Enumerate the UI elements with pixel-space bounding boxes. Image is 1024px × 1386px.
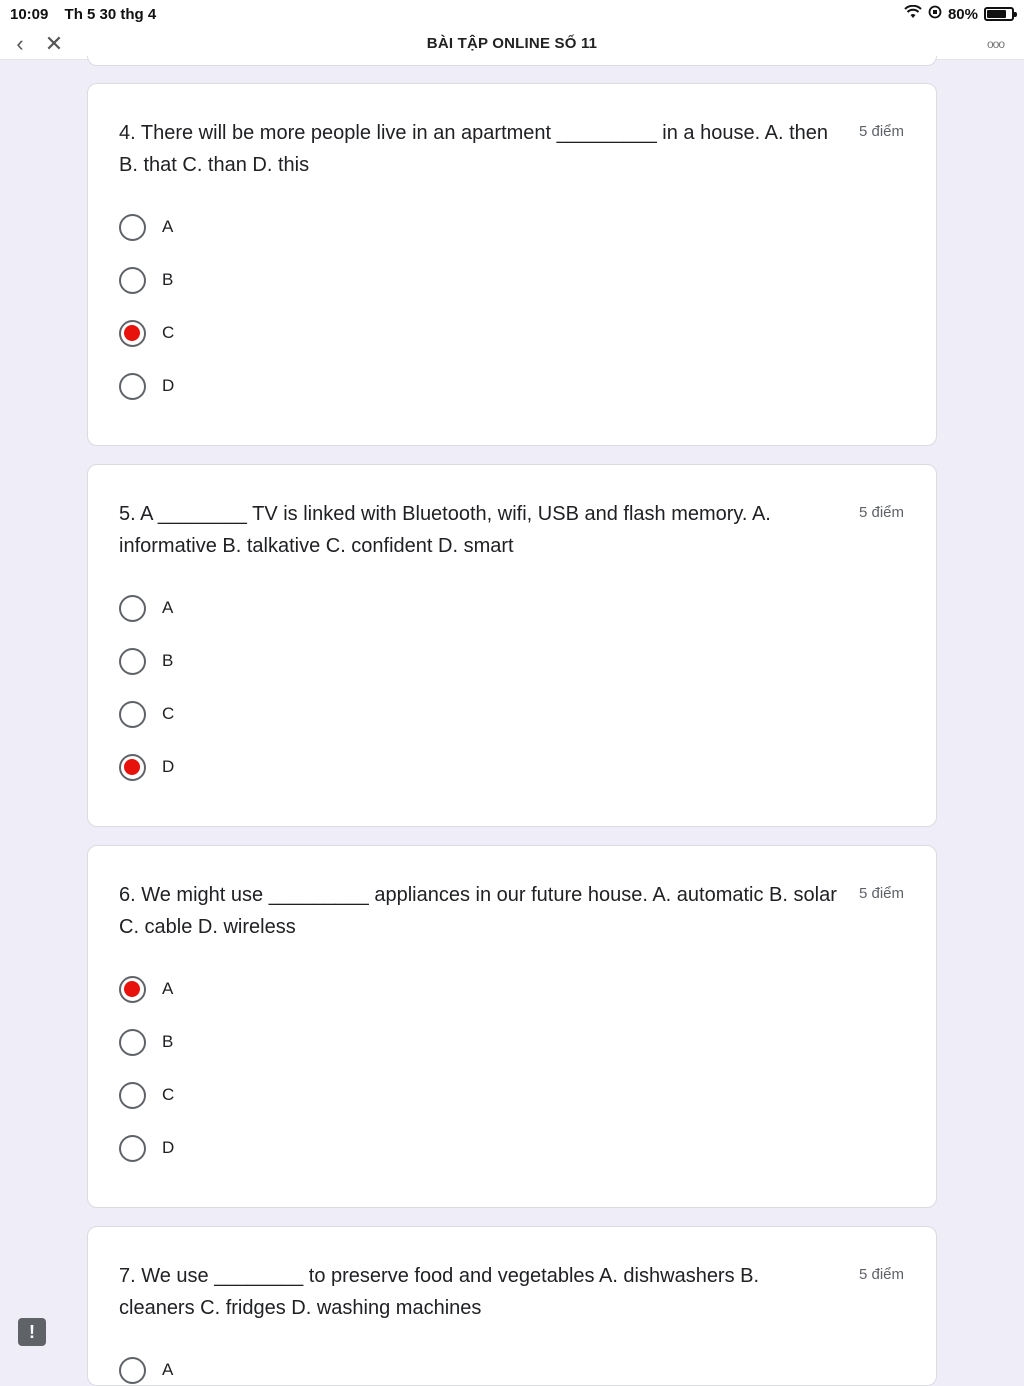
option-b[interactable] xyxy=(119,646,173,676)
orientation-lock-icon xyxy=(928,5,942,23)
option-a[interactable] xyxy=(119,1355,173,1385)
radio-button[interactable] xyxy=(119,214,146,241)
option-d[interactable] xyxy=(119,1133,174,1163)
option-c[interactable] xyxy=(119,1080,174,1110)
option-label: D xyxy=(162,1138,175,1157)
status-right xyxy=(904,5,1014,23)
question-card xyxy=(87,83,937,446)
radio-button[interactable] xyxy=(119,595,146,622)
radio-button[interactable] xyxy=(119,1135,146,1162)
option-label: D xyxy=(162,757,175,776)
status-time: 10:09 xyxy=(10,5,49,23)
option-label: C xyxy=(162,323,175,342)
option-a[interactable] xyxy=(119,593,173,623)
question-text: 6. We might use _________ appliances in our future house. A. automatic B. solar C. cable D. wireless xyxy=(119,884,837,938)
question-points: 5 điểm xyxy=(858,504,904,521)
option-b[interactable] xyxy=(119,1027,173,1057)
status-left xyxy=(10,6,168,23)
radio-button[interactable] xyxy=(119,320,146,347)
page-title: BÀI TẬP ONLINE SỐ 11 xyxy=(426,35,598,52)
question-text: 7. We use ________ to preserve food and vegetables A. dishwashers B. cleaners C. fridges D. washing machines xyxy=(119,1265,760,1319)
report-feedback-button[interactable] xyxy=(18,1318,46,1346)
question-card xyxy=(87,464,937,827)
option-c[interactable] xyxy=(119,318,174,348)
question-text: 5. A ________ TV is linked with Bluetooth, wifi, USB and flash memory. A. informative B. talkative C. confident D. smart xyxy=(119,503,771,557)
option-label: A xyxy=(162,598,174,617)
radio-button[interactable] xyxy=(119,1357,146,1384)
question-card xyxy=(87,845,937,1208)
battery-percent: 80% xyxy=(947,5,978,23)
question-points: 5 điểm xyxy=(858,885,904,902)
option-a[interactable] xyxy=(119,212,173,242)
exclamation-icon: ! xyxy=(29,1321,35,1342)
question-text: 4. There will be more people live in an apartment _________ in a house. A. then B. that C. than D. this xyxy=(119,122,828,176)
back-chevron-icon[interactable]: ‹ xyxy=(16,31,24,56)
option-label: B xyxy=(162,270,174,289)
option-label: B xyxy=(162,651,174,670)
option-d[interactable] xyxy=(119,371,174,401)
option-a[interactable] xyxy=(119,974,173,1004)
option-label: B xyxy=(162,1032,174,1051)
option-b[interactable] xyxy=(119,265,173,295)
question-points: 5 điểm xyxy=(858,1266,904,1283)
status-date: Th 5 30 thg 4 xyxy=(64,5,157,23)
option-label: A xyxy=(162,979,174,998)
question-card xyxy=(87,1226,937,1386)
option-label: A xyxy=(162,217,174,236)
radio-button[interactable] xyxy=(119,976,146,1003)
previous-card-edge xyxy=(87,56,937,66)
question-points: 5 điểm xyxy=(858,123,904,140)
option-d[interactable] xyxy=(119,752,174,782)
battery-icon xyxy=(984,7,1014,21)
radio-button[interactable] xyxy=(119,754,146,781)
radio-button[interactable] xyxy=(119,373,146,400)
radio-button[interactable] xyxy=(119,648,146,675)
more-options-icon[interactable]: ooo xyxy=(986,37,1004,51)
option-c[interactable] xyxy=(119,699,174,729)
radio-button[interactable] xyxy=(119,1082,146,1109)
status-bar xyxy=(0,0,1024,28)
option-label: A xyxy=(162,1360,174,1379)
radio-button[interactable] xyxy=(119,267,146,294)
option-label: C xyxy=(162,1085,175,1104)
wifi-icon xyxy=(904,5,922,23)
option-label: C xyxy=(162,704,175,723)
option-label: D xyxy=(162,376,175,395)
close-icon[interactable]: ✕ xyxy=(44,31,64,56)
radio-button[interactable] xyxy=(119,1029,146,1056)
radio-button[interactable] xyxy=(119,701,146,728)
